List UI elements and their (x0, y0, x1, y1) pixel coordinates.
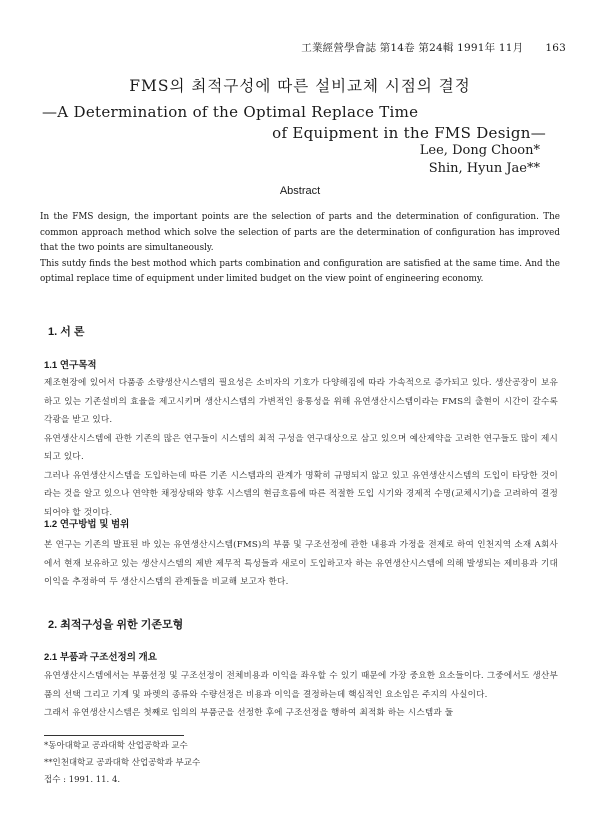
author-2-mark: ** (527, 161, 540, 176)
subsection-1-2-body (44, 536, 558, 592)
footnote-divider (44, 735, 184, 736)
abstract-heading: Abstract (279, 185, 321, 197)
abstract-paragraph-2: This sutdy finds the best mothod which parts combination and configuration are satisfied at the same time. And the optimal replace time of equipment under limited budget on the view point of engineering economy. (40, 258, 560, 284)
paragraph: 제조현장에 있어서 다품종 소량생산시스템의 필요성은 소비자의 기호가 다양해짐에 따라 가속적으로 증가되고 있다. 생산공장이 보유하고 있는 기존설비의 효율을 제고시키며 생산시스템의 가변적인 융통성을 위해 유연생산시스템이라는 FMS의 출현이 시간이 갈수록 각광을 받고 있다. (44, 378, 558, 425)
paragraph: 그러나 유연생산시스템을 도입하는데 따른 기존 시스템과의 관계가 명확히 규명되지 않고 있고 유연생산시스템의 도입이 타당한 것이라는 것을 알고 있으나 연약한 채정상태와 향후 시스템의 현금흐름에 따른 적절한 도입 시기와 경제적 수명(교체시기)을 고려하여 결정되어야 할 것이다. (44, 470, 558, 518)
abstract-paragraph-1: In the FMS design, the important points are the selection of parts and the determination of configuration. The common approach method which solve the selection of parts are the determination of configuration has improved that the two points are simultaneously. (40, 212, 560, 253)
paragraph: 유연생산시스템에 관한 기존의 많은 연구들이 시스템의 최적 구성을 연구대상으로 삼고 있으며 예산제약을 고려한 연구들도 많이 제시되고 있다. (44, 433, 558, 462)
subsection-2-1-title: 2.1 부품과 구조선정의 개요 (44, 652, 157, 663)
footnote-author-1: *동아대학교 공과대학 산업공학과 교수 (44, 741, 188, 751)
author-1 (420, 143, 540, 158)
author-2-name: Shin, Hyun Jae (428, 161, 527, 176)
footnote-received-date: 접수 : 1991. 11. 4. (44, 775, 121, 785)
author-1-mark: * (533, 143, 540, 158)
journal-name: 工業經營學會誌 第14卷 第24輯 1991年 11月 (301, 42, 524, 54)
subsection-2-1-body (44, 667, 558, 723)
subsection-1-2-title: 1.2 연구방법 및 범위 (44, 519, 130, 530)
footnote-author-2: **인천대학교 공과대학 산업공학과 부교수 (44, 758, 201, 768)
page-number: 163 (545, 42, 566, 54)
section-1-title: 1. 서 론 (48, 326, 85, 338)
running-head (301, 40, 566, 55)
abstract-body (40, 210, 560, 288)
author-2 (429, 161, 540, 176)
paragraph: 유연생산시스템에서는 부품선정 및 구조선정이 전체비용과 이익을 좌우할 수 있기 때문에 가장 중요한 요소들이다. 그중에서도 생산부품의 선택 그리고 기계 및 파렛의 종류와 수량선정은 비용과 이익을 결정하는데 핵심적인 요소임은 주지의 사실이다. (44, 671, 558, 700)
subsection-1-1-title: 1.1 연구목적 (44, 360, 97, 371)
title-english-line2: of Equipment in the FMS Design— (272, 124, 546, 142)
author-1-name: Lee, Dong Choon (419, 143, 534, 158)
title-korean: FMS의 최적구성에 따른 설비교체 시점의 결정 (129, 77, 471, 95)
footnotes (44, 738, 200, 789)
section-2-title: 2. 최적구성을 위한 기존모형 (48, 619, 184, 631)
title-english-line1: —A Determination of the Optimal Replace Time (42, 103, 419, 121)
paragraph: 본 연구는 기존의 발표된 바 있는 유연생산시스템(FMS)의 부품 및 구조선정에 관한 내용과 가정을 전제로 하여 인천지역 소재 A회사에서 현재 보유하고 있는 생산시스템의 제반 제무적 특성들과 새로이 도입하고자 하는 유연생산시스템에 의해 발생되는 제비용과 기대이익을 추정하여 두 생산시스템의 관계들을 비교해 보고자 한다. (44, 540, 558, 587)
subsection-1-1-body (44, 374, 558, 522)
paragraph: 그래서 유연생산시스템은 첫째로 임의의 부품군을 선정한 후에 구조선정을 행하여 최적화 하는 시스템과 둘 (44, 708, 454, 718)
